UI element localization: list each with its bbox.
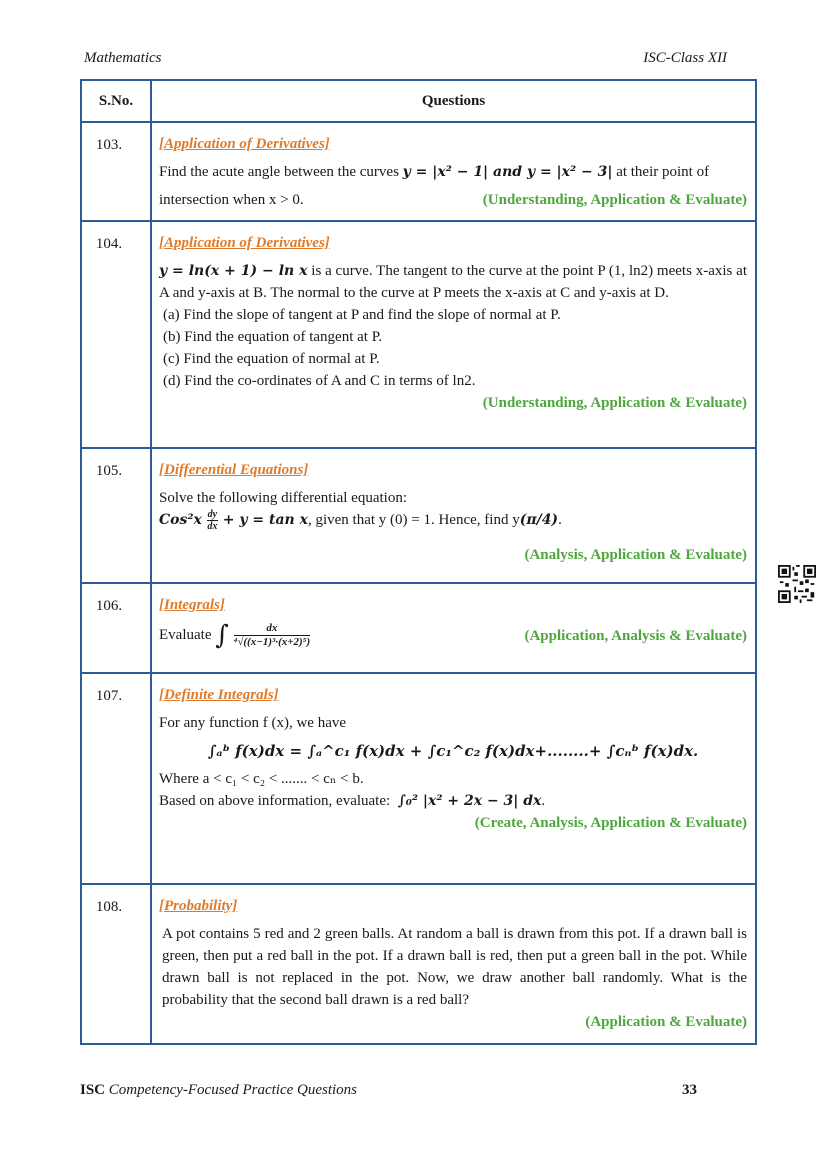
question-text-part: . bbox=[541, 793, 546, 809]
question-text-part: at their point of bbox=[616, 164, 710, 180]
competency-tag: (Create, Analysis, Application & Evaluate) bbox=[474, 815, 747, 831]
footer-title bbox=[80, 1082, 357, 1099]
table-row bbox=[81, 583, 756, 673]
question-math: y = |x² − 1| and y = |x² − 3| bbox=[402, 164, 613, 180]
question-text-part: Based on above information, evaluate: bbox=[159, 793, 391, 809]
sub-question: (a) Find the slope of tangent at P and find the slope of normal at P. bbox=[163, 307, 561, 323]
question-math: Cos²x bbox=[159, 512, 202, 528]
header-class: ISC-Class XII bbox=[643, 50, 727, 66]
derivative-fraction bbox=[207, 509, 218, 532]
table-row bbox=[81, 221, 756, 448]
question-number: 103. bbox=[81, 122, 151, 221]
question-number: 105. bbox=[81, 448, 151, 583]
competency-tag: (Analysis, Application & Evaluate) bbox=[524, 547, 747, 564]
question-text bbox=[159, 161, 747, 183]
question-cell bbox=[151, 122, 756, 221]
question-text: For any function f (x), we have bbox=[159, 715, 347, 731]
table-row bbox=[81, 448, 756, 583]
footer-subtitle: Competency-Focused Practice Questions bbox=[108, 1082, 358, 1098]
qr-code-icon bbox=[778, 565, 816, 603]
question-topic: [Integrals] bbox=[159, 597, 225, 613]
competency-tag: (Understanding, Application & Evaluate) bbox=[482, 395, 747, 411]
page-number: 33 bbox=[682, 1082, 697, 1098]
fraction-numerator: dy bbox=[207, 509, 218, 521]
question-text-part: . bbox=[558, 512, 562, 528]
sub-question: (d) Find the co-ordinates of A and C in terms of ln2. bbox=[163, 373, 476, 389]
question-cell bbox=[151, 673, 756, 884]
sub-question: (c) Find the equation of normal at P. bbox=[163, 351, 380, 367]
integrand-fraction bbox=[234, 622, 311, 649]
fraction-numerator: dx bbox=[234, 622, 311, 636]
question-cell bbox=[151, 448, 756, 583]
competency-tag: (Application, Analysis & Evaluate) bbox=[524, 627, 747, 644]
question-number: 104. bbox=[81, 221, 151, 448]
question-math: + y = tan x bbox=[222, 512, 308, 528]
questions-header: Questions bbox=[151, 80, 756, 122]
sno-header: S.No. bbox=[81, 80, 151, 122]
question-topic: [Application of Derivatives] bbox=[159, 235, 330, 251]
integral-formula: ∫ₐᵇ f(x)dx = ∫ₐ^c₁ f(x)dx + ∫c₁^c₂ f(x)dx+........+ ∫cₙᵇ f(x)dx. bbox=[207, 742, 699, 760]
question-cell bbox=[151, 583, 756, 673]
question-math: ∫₀² |x² + 2x − 3| dx bbox=[397, 793, 542, 809]
table-header-row bbox=[81, 80, 756, 122]
competency-tag: (Application & Evaluate) bbox=[585, 1014, 747, 1030]
fraction-denominator: ⁴√((x−1)³·(x+2)⁵) bbox=[233, 636, 311, 648]
question-text bbox=[159, 790, 747, 812]
integral-sign: ∫ bbox=[215, 620, 229, 651]
question-topic: [Probability] bbox=[159, 898, 238, 914]
question-text-part: Evaluate bbox=[159, 626, 212, 643]
question-text: Where a < c₁ < c₂ < ....... < cₙ < b. bbox=[159, 771, 364, 787]
question-text: Solve the following differential equation: bbox=[159, 490, 407, 506]
header-subject: Mathematics bbox=[84, 50, 162, 66]
question-text-part: intersection when x > 0. bbox=[159, 192, 304, 208]
question-text bbox=[159, 260, 747, 304]
question-math: y = ln(x + 1) − ln x bbox=[159, 263, 308, 279]
question-cell bbox=[151, 884, 756, 1044]
table-row bbox=[81, 884, 756, 1044]
question-topic: [Application of Derivatives] bbox=[159, 136, 330, 152]
question-number: 108. bbox=[81, 884, 151, 1044]
question-cell bbox=[151, 221, 756, 448]
question-text: A pot contains 5 red and 2 green balls. At random a ball is drawn from this pot. If a drawn ball is green, then put a red ball in the pot. If a drawn ball is red, then put a green ball in the pot. While drawn ball is not replaced in the pot. Now, we draw another ball randomly. What is the probability that the second ball drawn is a red ball? bbox=[162, 926, 747, 1008]
question-text bbox=[159, 622, 311, 649]
question-math: (π/4) bbox=[519, 512, 559, 528]
question-equation bbox=[159, 509, 747, 532]
question-topic: [Differential Equations] bbox=[159, 462, 309, 478]
sub-question: (b) Find the equation of tangent at P. bbox=[163, 329, 383, 345]
question-number: 107. bbox=[81, 673, 151, 884]
sub-question-list bbox=[163, 304, 747, 392]
table-row bbox=[81, 122, 756, 221]
footer-brand: ISC bbox=[80, 1082, 106, 1098]
table-row bbox=[81, 673, 756, 884]
question-topic: [Definite Integrals] bbox=[159, 687, 279, 703]
question-text-part: , given that y (0) = 1. Hence, find y bbox=[307, 512, 520, 528]
question-text-part: Find the acute angle between the curves bbox=[159, 164, 399, 180]
competency-tag: (Understanding, Application & Evaluate) bbox=[482, 192, 747, 208]
questions-table bbox=[80, 79, 757, 1045]
question-number: 106. bbox=[81, 583, 151, 673]
question-text-part: is a curve. The tangent to the curve at the point P (1, ln2) meets x-axis at A and y-axis at B. The normal to the curve at P meets the x-axis at C and y-axis at D. bbox=[159, 263, 747, 301]
fraction-denominator: dx bbox=[207, 521, 218, 533]
